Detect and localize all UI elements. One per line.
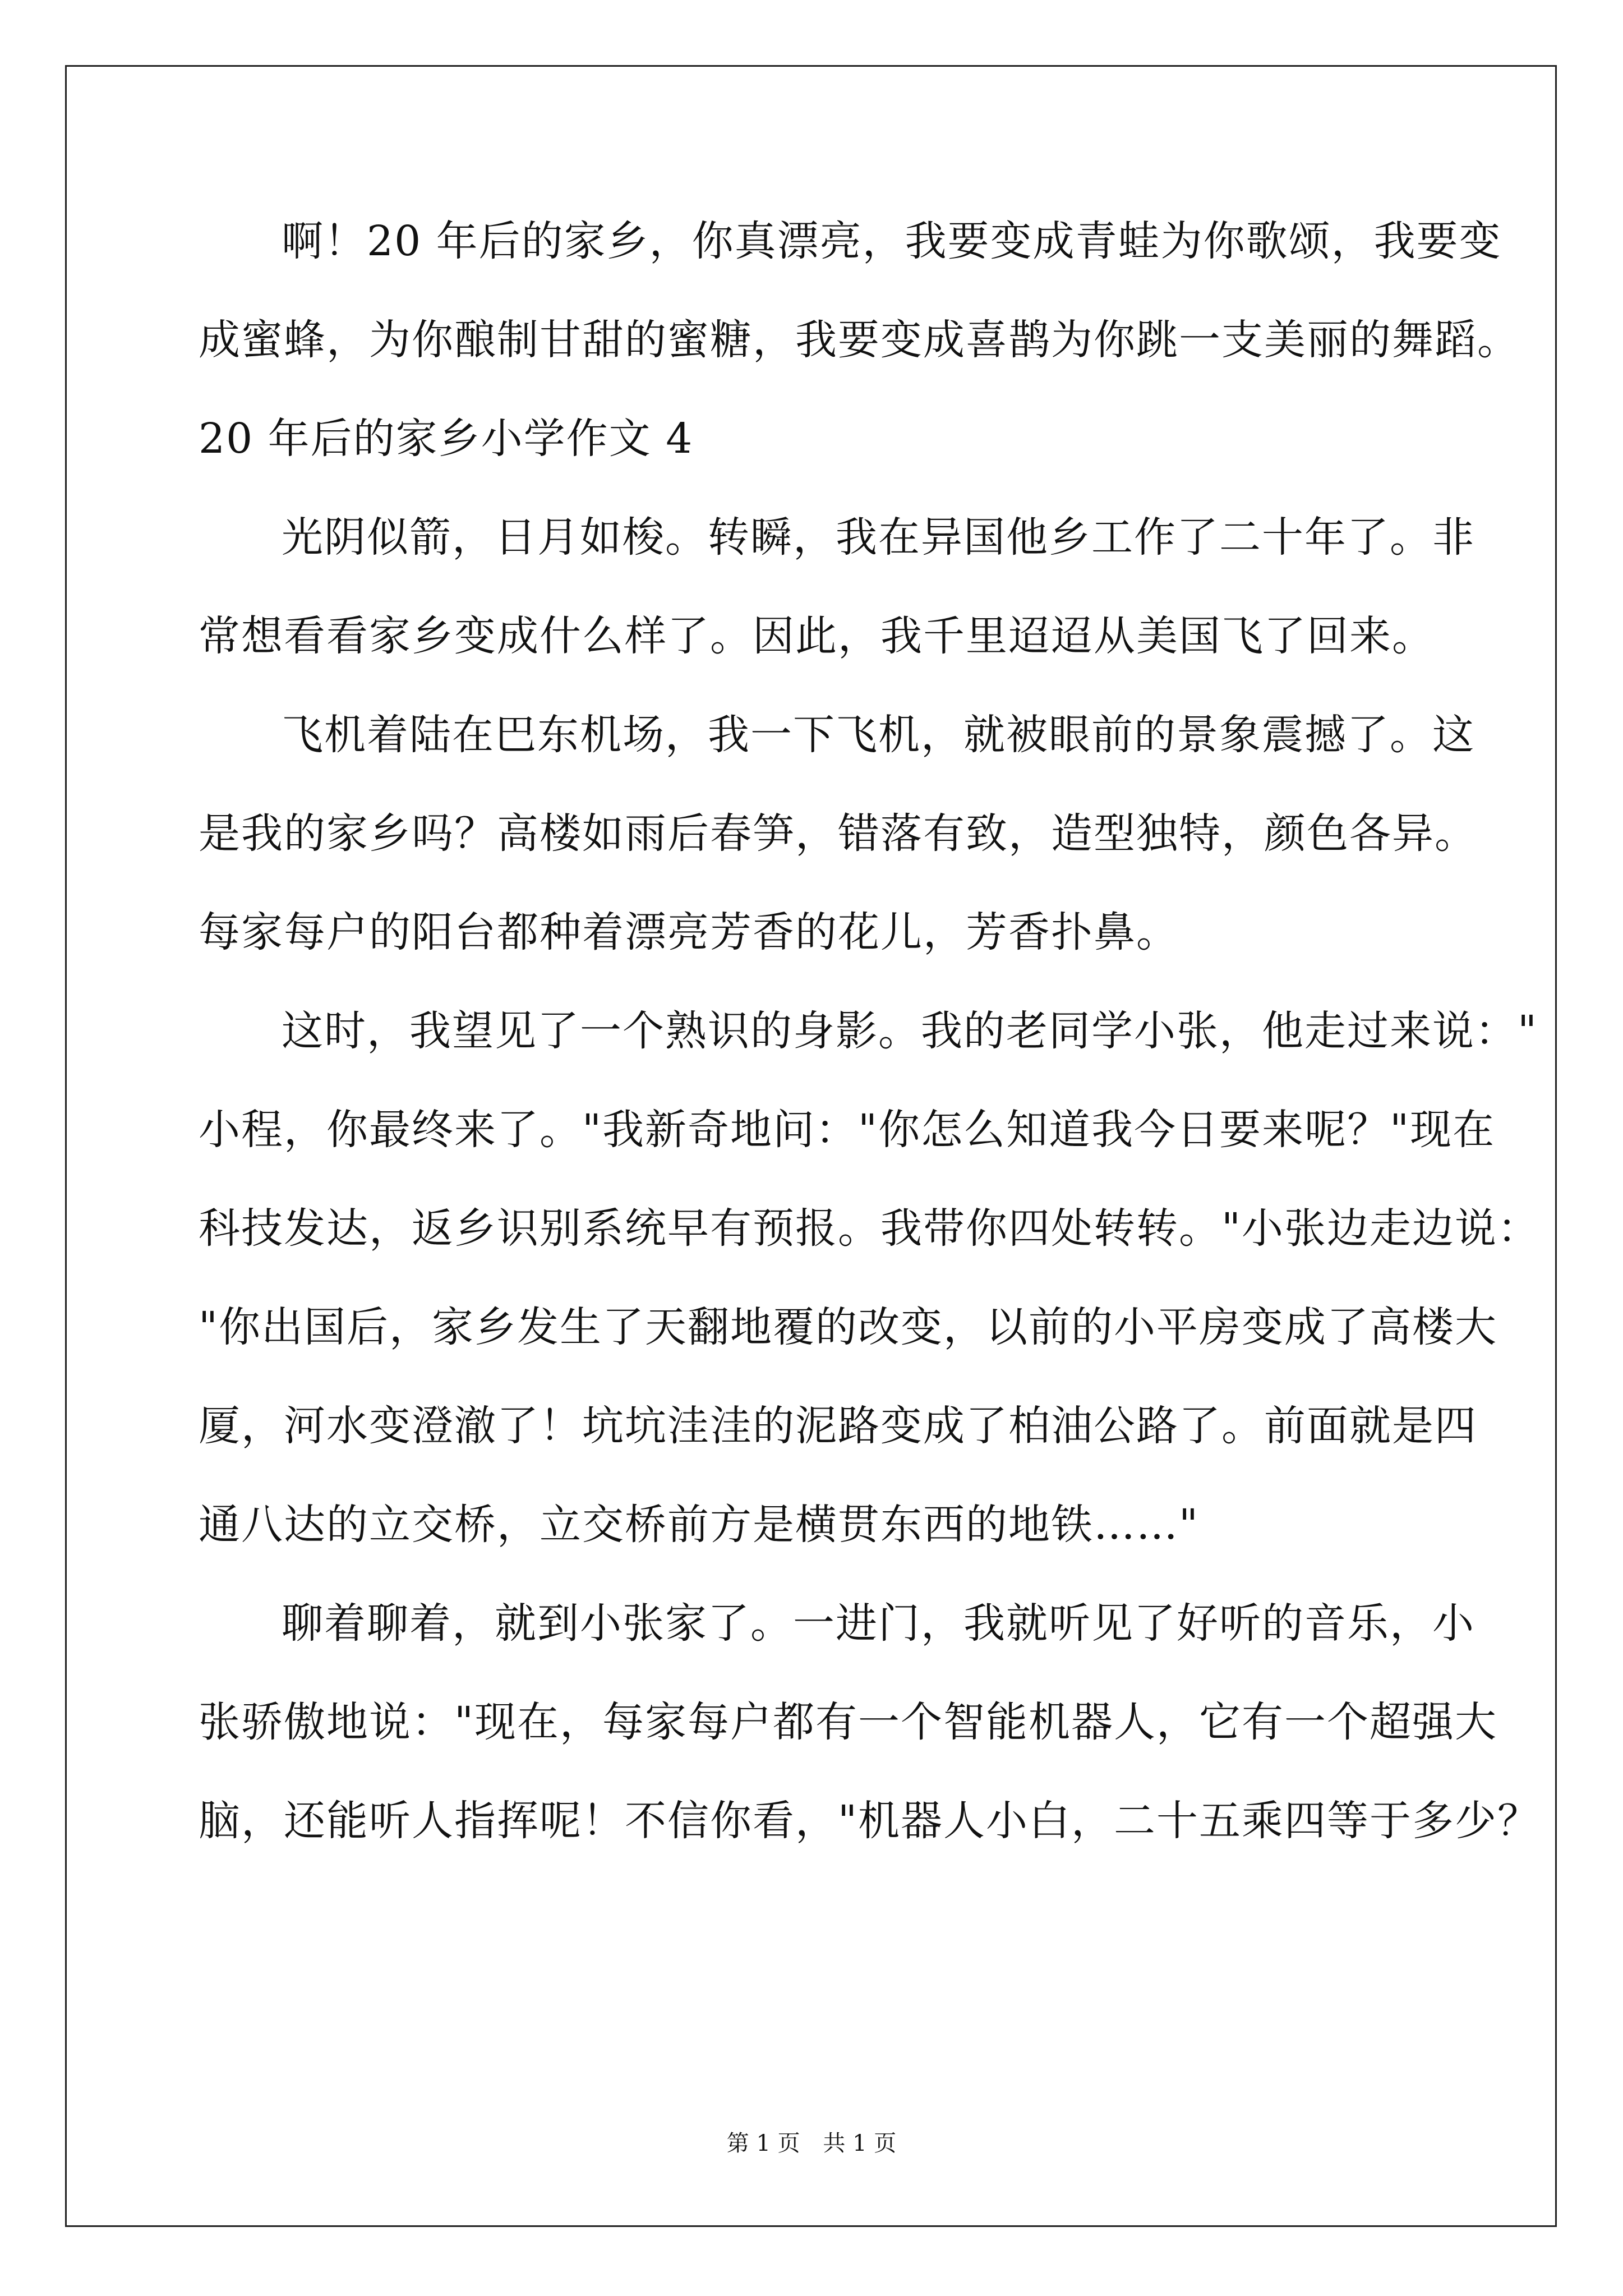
page-footer xyxy=(0,2129,1623,2157)
text-line: 通八达的立交桥，立交桥前方是横贯东西的地铁……" xyxy=(199,1501,1200,1549)
page-total: 共 1 页 xyxy=(823,2131,897,2156)
text-line: 成蜜蜂，为你酿制甘甜的蜜糖，我要变成喜鹊为你跳一支美丽的舞蹈。 xyxy=(199,316,1520,364)
text-line: 啊！20 年后的家乡，你真漂亮，我要变成青蛙为你歌颂，我要变 xyxy=(282,217,1502,265)
text-line: 每家每户的阳台都种着漂亮芳香的花儿，芳香扑鼻。 xyxy=(199,908,1179,956)
text-line: 脑，还能听人指挥呢！不信你看，"机器人小白，二十五乘四等于多少？ xyxy=(199,1797,1541,1845)
text-line: 光阴似箭，日月如梭。转瞬，我在异国他乡工作了二十年了。非 xyxy=(282,513,1475,562)
page-number: 第 1 页 xyxy=(726,2131,800,2156)
text-line: 张骄傲地说："现在，每家每户都有一个智能机器人，它有一个超强大 xyxy=(199,1698,1498,1746)
text-line: 飞机着陆在巴东机场，我一下飞机，就被眼前的景象震撼了。这 xyxy=(282,711,1475,759)
text-line: 科技发达，返乡识别系统早有预报。我带你四处转转。"小张边走边说： xyxy=(199,1204,1541,1253)
section-heading: 20 年后的家乡小学作文 4 xyxy=(199,415,694,463)
text-line: 常想看看家乡变成什么样了。因此，我千里迢迢从美国飞了回来。 xyxy=(199,612,1435,660)
text-line: "你出国后，家乡发生了天翻地覆的改变，以前的小平房变成了高楼大 xyxy=(199,1303,1498,1351)
text-line: 厦，河水变澄澈了！坑坑洼洼的泥路变成了柏油公路了。前面就是四 xyxy=(199,1402,1477,1450)
text-line: 这时，我望见了一个熟识的身影。我的老同学小张，他走过来说：" xyxy=(282,1007,1538,1055)
text-line: 聊着聊着，就到小张家了。一进门，我就听见了好听的音乐，小 xyxy=(282,1599,1475,1648)
text-line: 小程，你最终来了。"我新奇地问："你怎么知道我今日要来呢？"现在 xyxy=(199,1106,1496,1154)
text-line: 是我的家乡吗？高楼如雨后春笋，错落有致，造型独特，颜色各异。 xyxy=(199,809,1477,858)
